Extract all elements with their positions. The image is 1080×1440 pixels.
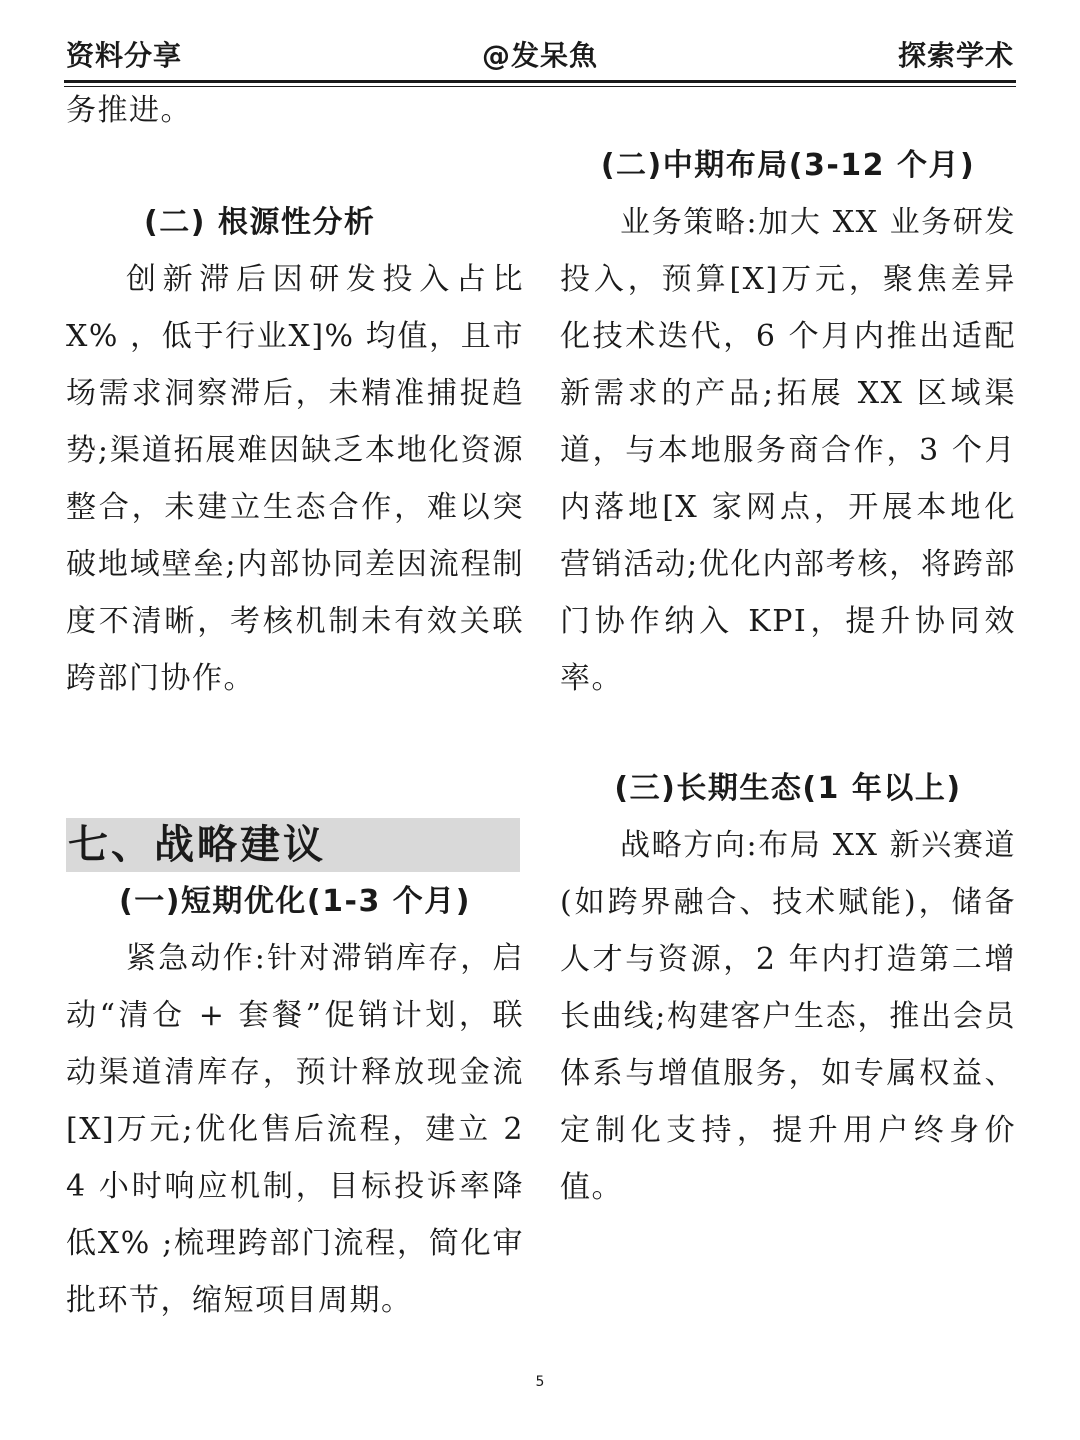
short-term-paragraph: 紧急动作:针对滞销库存，启动“清仓 + 套餐”促销计划，联动渠道清库存，预计释放现金流 [X]万元;优化售后流程，建立 24 小时响应机制，目标投诉率降低X% ;梳理跨部门流程，简化审批环节，缩短项目周期。 [66,941,524,1318]
header-right-label: 探索学术 [897,39,1014,72]
left-column-top [66,82,524,707]
root-cause-paragraph: 创新滞后因研发投入占比X% ，低于行业X]% 均值，且市场需求洞察滞后，未精准捕捉趋势;渠道拓展难因缺乏本地化资源整合，未建立生态合作，难以突破地域壁垒;内部协同差因流程制度不清晰，考核机制未有效关联跨部门协作。 [66,262,524,696]
header-left-label: 资料分享 [66,39,183,72]
subheading-short-term: (一)短期优化(1-3 个月) [119,884,471,919]
left-column-bottom [66,873,524,1329]
header-author: @发呆魚 [481,39,598,72]
page-header [64,30,1016,83]
carry-over-text: 务推进。 [66,93,192,128]
page-number: 5 [535,1374,545,1390]
section-title: 七、战略建议 [66,818,520,872]
subheading-mid-term: (二)中期布局(3-12 个月) [600,148,976,183]
long-term-paragraph: 战略方向:布局 XX 新兴赛道(如跨界融合、技术赋能)，储备人才与资源，2 年内打造第二增长曲线;构建客户生态，推出会员体系与增值服务，如专属权益、定制化支持，提升用户终身价值。 [560,828,1016,1205]
right-column-long [560,760,1016,1216]
subheading-root-cause: (二) 根源性分析 [144,205,376,240]
subheading-long-term: (三)长期生态(1 年以上) [614,771,962,806]
mid-term-paragraph: 业务策略:加大 XX 业务研发投入，预算[X]万元，聚焦差异化技术迭代，6 个月内推出适配新需求的产品;拓展 XX 区域渠道，与本地服务商合作，3 个月内落地[X 家网点，开展本地化营销活动;优化内部考核，将跨部门协作纳入 KPI，提升协同效率。 [560,205,1016,696]
right-column-mid [560,137,1016,707]
